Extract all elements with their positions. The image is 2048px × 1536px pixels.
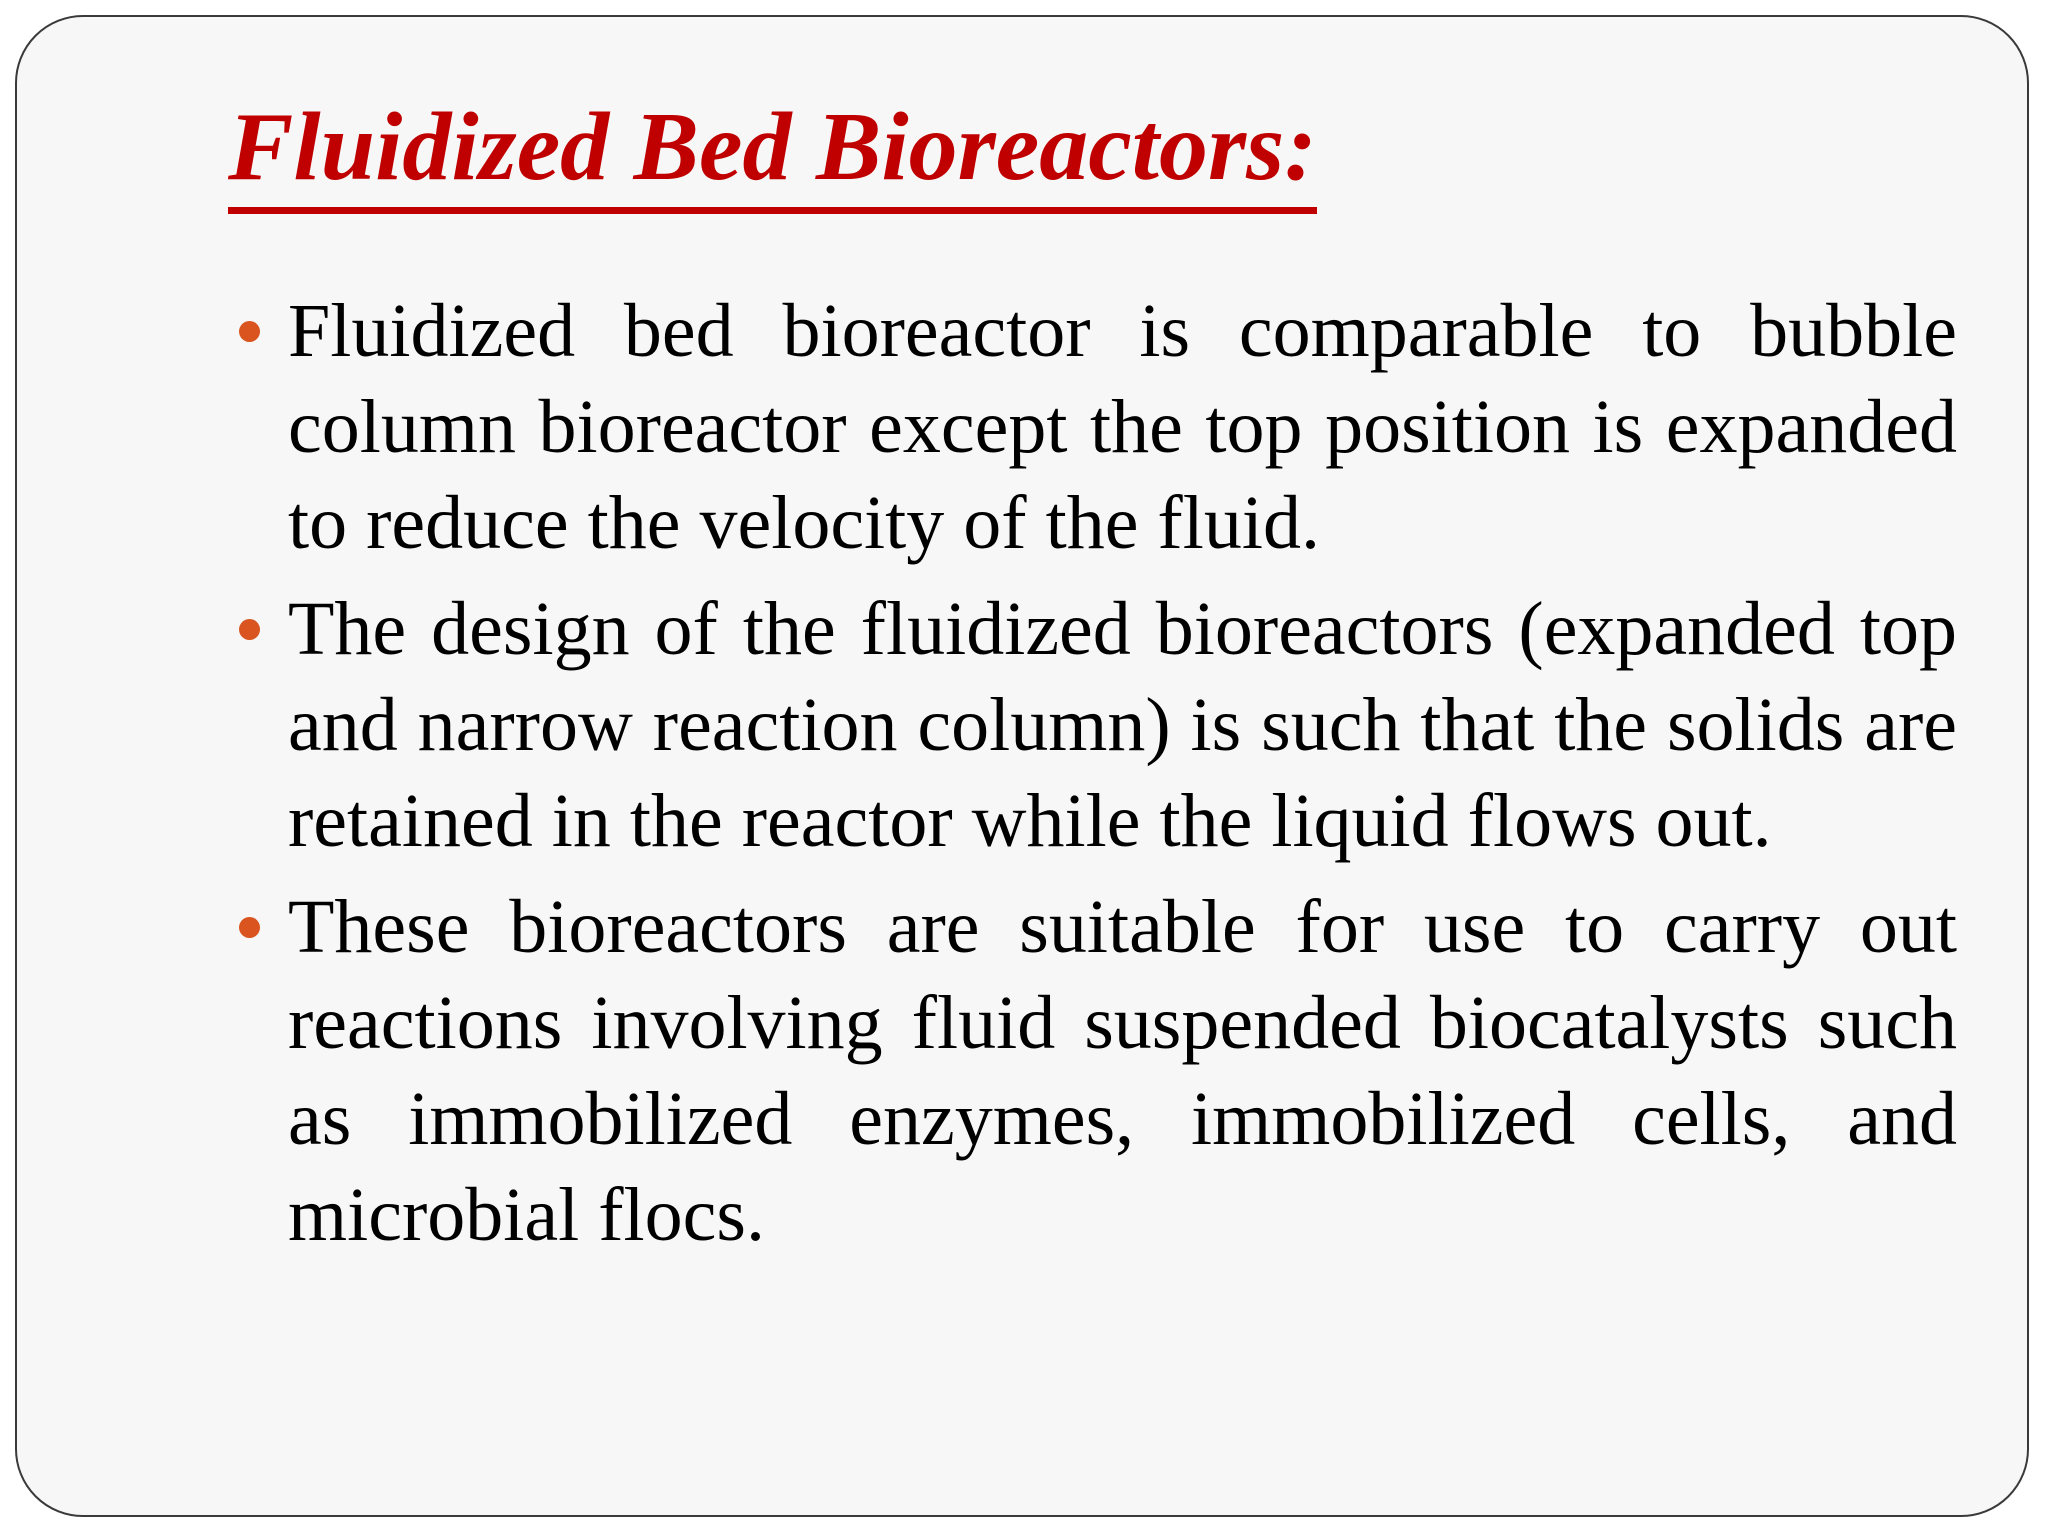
bullet-dot-icon	[239, 917, 260, 938]
bullet-item	[229, 581, 1957, 869]
bullet-dot-icon	[239, 321, 260, 342]
bullet-item	[229, 879, 1957, 1263]
bullet-item	[229, 283, 1957, 571]
slide-title: Fluidized Bed Bioreactors:	[228, 89, 1317, 214]
slide-frame	[15, 15, 2029, 1517]
bullet-dot-icon	[239, 619, 260, 640]
bullet-text: The design of the fluidized bioreactors (expanded top and narrow reaction column) is such that the solids are retained in the reactor while the liquid flows out.	[288, 587, 1957, 863]
bullet-list	[229, 283, 1957, 1273]
bullet-text: Fluidized bed bioreactor is comparable to bubble column bioreactor except the top position is expanded to reduce the velocity of the fluid.	[288, 289, 1957, 565]
bullet-text: These bioreactors are suitable for use to carry out reactions involving fluid suspended biocatalysts such as immobilized enzymes, immobilized cells, and microbial flocs.	[288, 885, 1957, 1257]
